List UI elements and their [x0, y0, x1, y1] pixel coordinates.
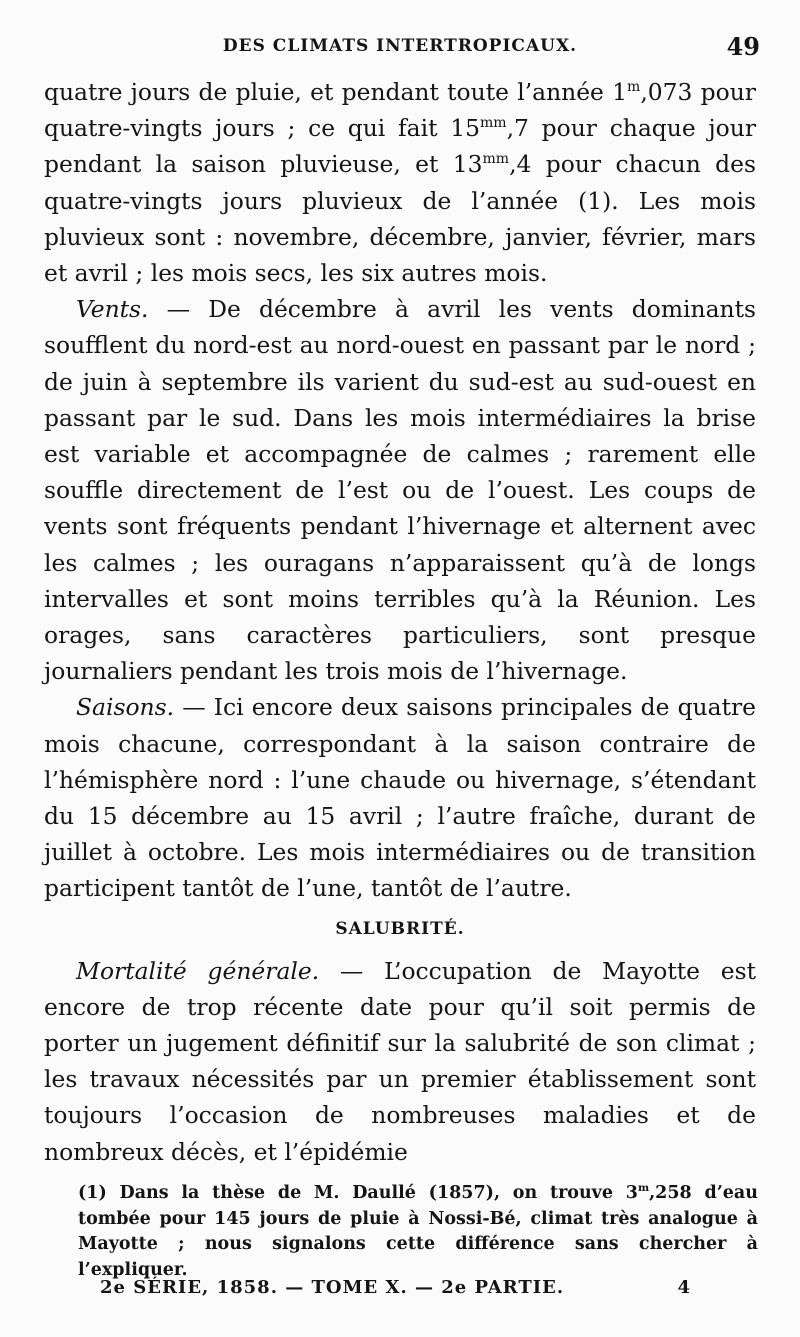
run-in-heading: Mortalité générale.: [76, 956, 320, 985]
text-run: ,073 pour quatre-vingts jours ; ce qui fait 15: [44, 78, 756, 143]
superscript: m: [627, 79, 641, 96]
text-run: — L’occupation de Mayotte est encore de trop récente date pour qu’il soit permis de porter un jugement définitif sur la salubrité de son climat ; les travaux nécessités par un premier établissement sont toujours l’occasion de nombreuses maladies et de nombreux décès, et l’épidémie: [44, 956, 756, 1166]
paragraph-vents: [44, 291, 756, 689]
paragraph-rainfall: [44, 74, 756, 291]
text-run: — De décembre à avril les vents dominants soufflent du nord-est au nord-ouest en passant par le nord ; de juin à septembre ils varient du sud-est au sud-ouest en passant par le sud. Dans les mois intermédiaires la brise est variable et accompagnée de calmes ; rarement elle souffle directement de l’est ou de l’ouest. Les coups de vents sont fréquents pendant l’hivernage et alternent avec les calmes ; les ouragans n’apparaissent qu’à de longs intervalles et sont moins terribles qu’à la Réunion. Les orages, sans caractères particuliers, sont presque journaliers pendant les trois mois de l’hivernage.: [44, 295, 756, 686]
running-header: [0, 30, 800, 64]
text-run: — Ici encore deux saisons principales de quatre mois chacune, correspondant à la saison contraire de l’hémisphère nord : l’une chaude ou hivernage, s’étendant du 15 décembre au 15 avril ; l’autre fraîche, durant de juillet à octobre. Les mois intermédiaires ou de transition participent tantôt de l’une, tantôt de l’autre.: [44, 693, 756, 903]
superscript: m: [637, 1182, 650, 1195]
text-run: ,4 pour chacun des quatre-vingts jours pluvieux de l’année (1). Les mois pluvieux sont : novembre, décembre, janvier, février, mars et avril ; les mois secs, les six autres mois.: [44, 150, 756, 288]
text-run: ,258 d’eau tombée pour 145 jours de pluie à Nossi-Bé, climat très analogue à Mayotte ; nous signalons cette différence sans chercher à l’expliquer.: [78, 1183, 758, 1280]
superscript: mm: [480, 115, 507, 132]
signature-mark: 2e SÉRIE, 1858. — TOME X. — 2e PARTIE.: [100, 1277, 565, 1298]
footnote: [78, 1181, 758, 1283]
running-title: DES CLIMATS INTERTROPICAUX.: [222, 36, 578, 56]
signature-number: 4: [677, 1277, 690, 1298]
paragraph-saisons: [44, 689, 756, 906]
run-in-heading: Saisons.: [76, 693, 175, 722]
text-run: (1) Dans la thèse de M. Daullé (1857), on trouve 3: [78, 1183, 638, 1203]
run-in-heading: Vents.: [76, 295, 149, 324]
signature-line: [100, 1273, 700, 1307]
body-text: [44, 74, 756, 1170]
paragraph-mortalite: [44, 953, 756, 1170]
page-number: 49: [726, 32, 760, 61]
text-run: ,7 pour chaque jour pendant la saison pluvieuse, et 13: [44, 114, 757, 179]
text-run: quatre jours de pluie, et pendant toute l’année 1: [44, 78, 628, 106]
superscript: mm: [482, 151, 510, 168]
section-heading: SALUBRITÉ.: [335, 918, 465, 939]
